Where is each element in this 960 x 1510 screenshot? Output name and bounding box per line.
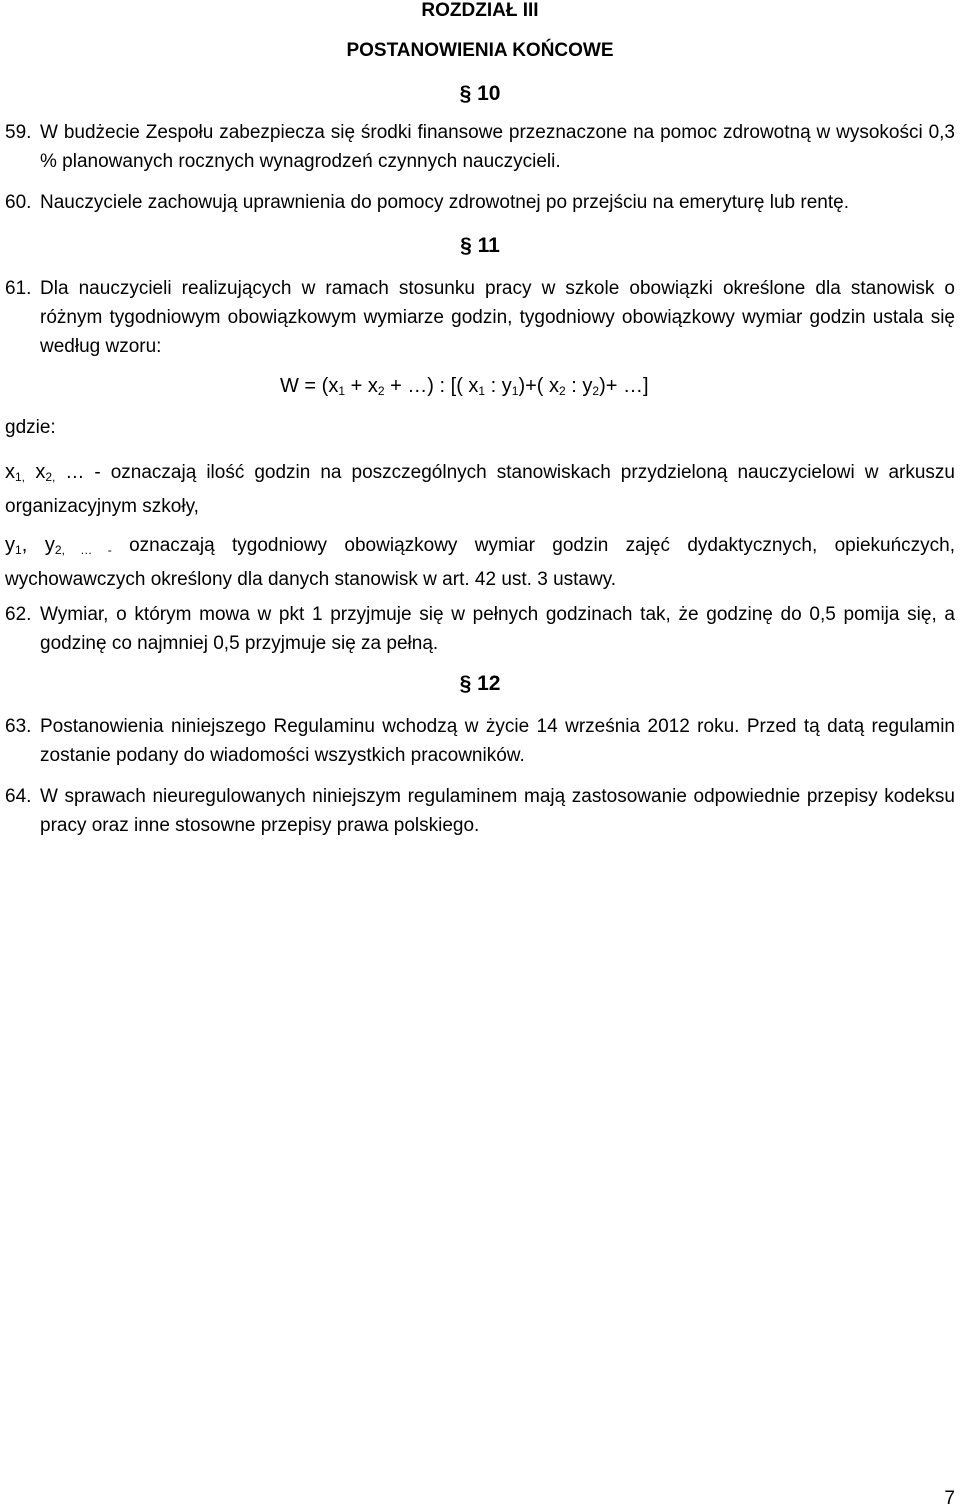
- section-10-label: § 10: [459, 82, 501, 105]
- item-63: [5, 712, 955, 770]
- hours-formula: [280, 375, 649, 398]
- formula-subscript: 1: [478, 384, 486, 398]
- formula-subscript: 2: [592, 384, 600, 398]
- def-y-text: oznaczają tygodniowy obowiązkowy wymiar godzin zajęć dydaktycznych, opiekuńczych, wychowawczych określony dla danych stanowisk w art. 42 ust. 3 ustawy.: [5, 535, 956, 590]
- chapter-title: POSTANOWIENIA KOŃCOWE: [346, 40, 614, 61]
- def-y-symbol: y: [5, 534, 15, 556]
- item-61-number: 61.: [5, 278, 32, 299]
- formula-part: )+ …]: [599, 375, 649, 397]
- formula-subscript: 2: [559, 384, 566, 398]
- item-60-text: Nauczyciele zachowują uprawnienia do pomocy zdrowotnej po przejściu na emeryturę lub rentę.: [40, 192, 849, 213]
- item-59: [5, 118, 955, 176]
- def-x-text: … - oznaczają ilość godzin na poszczególnych stanowiskach przydzieloną nauczycielowi w arkuszu organizacyjnym szkoły,: [5, 462, 956, 517]
- item-60-number: 60.: [5, 192, 32, 213]
- section-11-heading: [0, 234, 960, 258]
- item-61-text: Dla nauczycieli realizujących w ramach stosunku pracy w szkole obowiązki określone dla stanowisk o różnym tygodniowym obowiązkowym wymiarze godzin, tygodniowy obowiązkowy wymiar godzin ustala się według wzoru:: [40, 278, 955, 357]
- chapter-heading: ROZDZIAŁ III: [421, 0, 539, 21]
- formula-part: W = (x: [280, 375, 339, 397]
- def-y-subscript: 1: [15, 543, 22, 557]
- section-12-label: § 12: [459, 672, 501, 695]
- formula-part: + …) : [( x: [384, 375, 479, 397]
- section-12-heading: [0, 672, 960, 696]
- item-59-text: W budżecie Zespołu zabezpiecza się środki finansowe przeznaczone na pomoc zdrowotną w wysokości 0,3 % planowanych rocznych wynagrodzeń czynnych nauczycieli.: [40, 122, 955, 172]
- item-64: [5, 782, 955, 840]
- formula-subscript: 2: [377, 384, 385, 398]
- gdzie-label: gdzie:: [5, 417, 56, 438]
- def-x-subscript: 2,: [45, 470, 56, 484]
- item-60: [5, 188, 955, 217]
- item-62: [5, 600, 955, 658]
- item-62-text: Wymiar, o którym mowa w pkt 1 przyjmuje się w pełnych godzinach tak, że godzinę do 0,5 pomija się, a godzinę co najmniej 0,5 przyjmuje się za pełną.: [40, 604, 955, 654]
- def-y-subscript: 2, … -: [54, 543, 112, 557]
- section-10-heading: [0, 82, 960, 106]
- def-x-symbol: x: [25, 461, 46, 483]
- item-62-number: 62.: [5, 604, 32, 625]
- definition-x: [5, 458, 955, 521]
- def-y-symbol: , y: [21, 534, 55, 556]
- def-x-symbol: x: [5, 461, 15, 483]
- item-64-number: 64.: [5, 786, 32, 807]
- item-63-number: 63.: [5, 716, 32, 737]
- section-11-label: § 11: [460, 234, 500, 257]
- def-x-subscript: 1,: [15, 470, 26, 484]
- item-61: [5, 274, 955, 361]
- formula-part: + x: [345, 375, 378, 397]
- formula-part: )+( x: [518, 375, 560, 397]
- definition-y: [5, 531, 955, 594]
- page-number: 7: [944, 1488, 955, 1509]
- formula-part: : y: [485, 375, 512, 397]
- item-63-text: Postanowienia niniejszego Regulaminu wchodzą w życie 14 września 2012 roku. Przed tą datą regulamin zostanie podany do wiadomości wszystkich pracowników.: [40, 716, 955, 766]
- item-59-number: 59.: [5, 122, 32, 143]
- item-64-text: W sprawach nieuregulowanych niniejszym regulaminem mają zastosowanie odpowiednie przepisy kodeksu pracy oraz inne stosowne przepisy prawa polskiego.: [40, 786, 955, 836]
- formula-subscript: 1: [338, 384, 346, 398]
- formula-part: : y: [565, 375, 593, 397]
- formula-subscript: 1: [511, 384, 519, 398]
